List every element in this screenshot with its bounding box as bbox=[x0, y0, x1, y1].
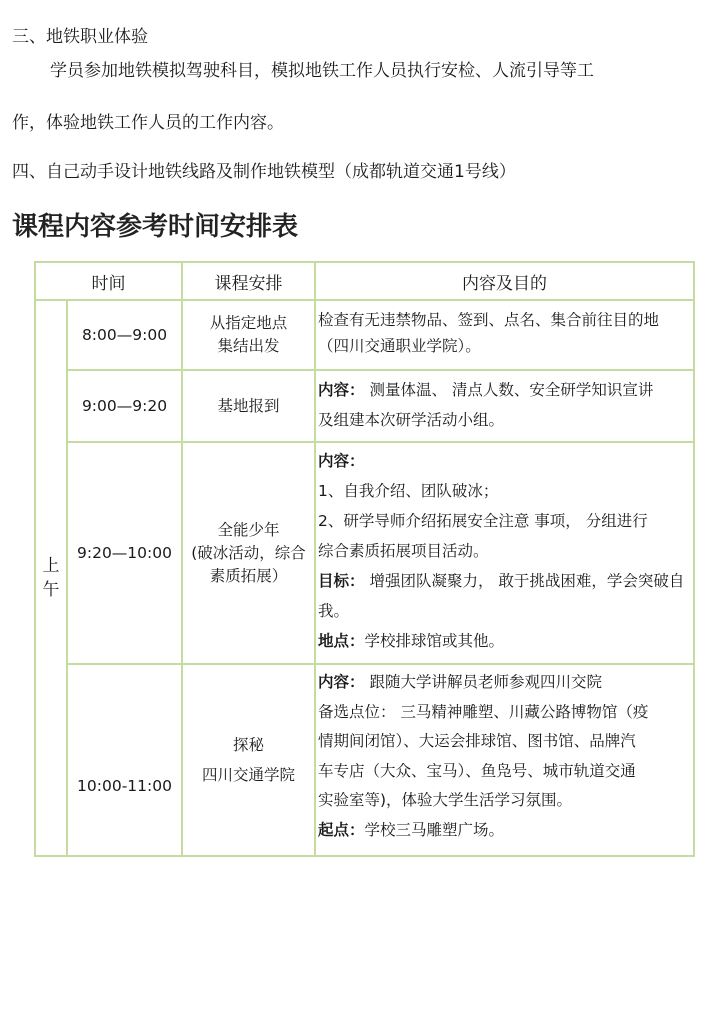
course-cell bbox=[182, 300, 315, 370]
place-line bbox=[318, 626, 691, 656]
goal-line: 我。 bbox=[318, 602, 350, 620]
schedule-title: 课程内容参考时间安排表 bbox=[12, 212, 299, 242]
header-time: 时间 bbox=[35, 262, 182, 300]
header-content: 内容及目的 bbox=[315, 262, 694, 300]
course-line: 素质拓展） bbox=[209, 566, 288, 585]
content-cell bbox=[315, 664, 694, 856]
course-line: 四川交通学院 bbox=[201, 766, 295, 784]
table-row bbox=[35, 300, 694, 370]
content-line bbox=[318, 375, 691, 405]
content-label-line bbox=[318, 446, 691, 476]
start-line bbox=[318, 816, 691, 846]
goal-text: 增强团队凝聚力， 敢于挑战困难，学会突破自 bbox=[364, 572, 685, 590]
section-4-heading: 四、自己动手设计地铁线路及制作地铁模型（成都轨道交通1号线） bbox=[12, 162, 516, 182]
course-line: 探秘 bbox=[232, 736, 264, 754]
period-cell bbox=[35, 300, 67, 856]
course-cell bbox=[182, 442, 315, 664]
start-text: 学校三马雕塑广场。 bbox=[364, 820, 505, 839]
schedule-table bbox=[34, 261, 695, 857]
course-line: 从指定地点 bbox=[209, 314, 288, 332]
content-line bbox=[318, 668, 691, 698]
content-line: 综合素质拓展项目活动。 bbox=[318, 542, 489, 560]
content-text: 测量体温、 清点人数、安全研学知识宣讲 bbox=[364, 381, 654, 399]
section-3-paragraph-line-2: 作，体验地铁工作人员的工作内容。 bbox=[12, 113, 284, 133]
start-label: 起点： bbox=[318, 820, 365, 839]
table-header-row bbox=[35, 262, 694, 300]
content-line: （四川交通职业学院）。 bbox=[318, 337, 481, 355]
content-line: 1、自我介绍、团队破冰； bbox=[318, 482, 499, 500]
content-line: 2、研学导师介绍拓展安全注意 事项， 分组进行 bbox=[318, 512, 648, 530]
course-line: (破冰活动，综合 bbox=[191, 543, 306, 562]
course-cell bbox=[182, 664, 315, 856]
table-row bbox=[35, 442, 694, 664]
content-cell bbox=[315, 442, 694, 664]
time-cell: 9:00—9:20 bbox=[67, 370, 182, 442]
place-label: 地点： bbox=[318, 632, 365, 650]
goal-label: 目标： bbox=[318, 572, 365, 590]
content-line: 车专店（大众、宝马）、鱼凫号、城市轨道交通 bbox=[318, 761, 636, 780]
content-cell bbox=[315, 300, 694, 370]
content-label: 内容： bbox=[318, 381, 365, 399]
course-line: 全能少年 bbox=[217, 520, 280, 539]
content-line: 检查有无违禁物品、签到、点名、集合前往目的地 bbox=[318, 311, 660, 329]
content-line: 情期间闭馆）、大运会排球馆、图书馆、品牌汽 bbox=[318, 732, 636, 750]
section-3-paragraph-line-1: 学员参加地铁模拟驾驶科目，模拟地铁工作人员执行安检、人流引导等工 bbox=[50, 61, 594, 81]
header-course: 课程安排 bbox=[182, 262, 315, 300]
place-text: 学校排球馆或其他。 bbox=[364, 632, 505, 650]
content-line: 备选点位： 三马精神雕塑、川藏公路博物馆（疫 bbox=[318, 702, 649, 721]
table-row bbox=[35, 664, 694, 856]
table-row bbox=[35, 370, 694, 442]
time-cell: 8:00—9:00 bbox=[67, 300, 182, 370]
course-cell: 基地报到 bbox=[182, 370, 315, 442]
content-label: 内容： bbox=[318, 673, 365, 691]
period-char-1: 上 bbox=[42, 556, 60, 576]
section-3-heading: 三、地铁职业体验 bbox=[12, 27, 148, 47]
content-text: 跟随大学讲解员老师参观四川交院 bbox=[364, 673, 602, 691]
content-cell bbox=[315, 370, 694, 442]
course-line: 集结出发 bbox=[217, 337, 280, 355]
content-line: 实验室等)，体验大学生活学习氛围。 bbox=[318, 791, 573, 809]
goal-line bbox=[318, 566, 691, 596]
time-cell: 9:20—10:00 bbox=[67, 442, 182, 664]
time-cell: 10:00-11:00 bbox=[67, 664, 182, 856]
period-char-2: 午 bbox=[42, 580, 60, 600]
content-line: 及组建本次研学活动小组。 bbox=[318, 411, 505, 429]
content-label: 内容： bbox=[318, 452, 365, 470]
